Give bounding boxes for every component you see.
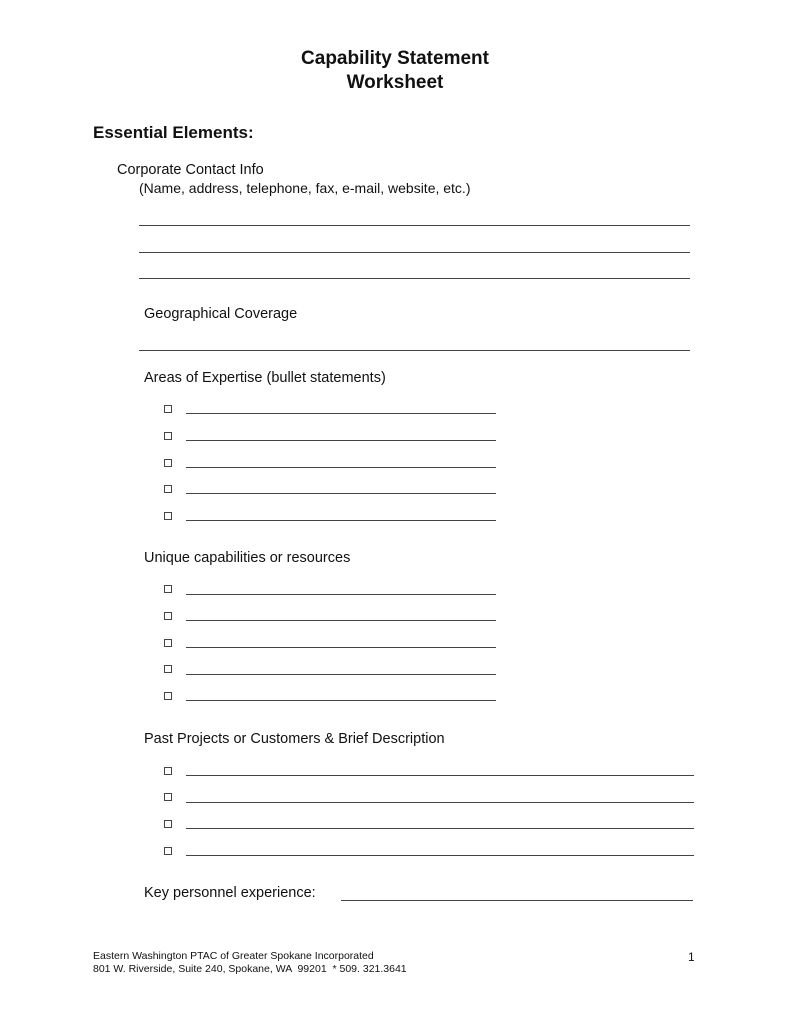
- checkbox-icon[interactable]: [164, 485, 172, 493]
- expertise-input-line[interactable]: [186, 440, 496, 441]
- page-title-line2: Worksheet: [346, 72, 444, 93]
- checkbox-icon[interactable]: [164, 612, 172, 620]
- unique-input-line[interactable]: [186, 620, 496, 621]
- past-projects-input-line[interactable]: [186, 855, 694, 856]
- checkbox-icon[interactable]: [164, 585, 172, 593]
- checkbox-icon[interactable]: [164, 847, 172, 855]
- unique-input-line[interactable]: [186, 674, 496, 675]
- geographical-label: Geographical Coverage: [144, 306, 298, 322]
- footer-organization: Eastern Washington PTAC of Greater Spokane Incorporated: [93, 950, 374, 962]
- unique-input-line[interactable]: [186, 647, 496, 648]
- key-personnel-input-line[interactable]: [341, 900, 693, 901]
- section-heading: Essential Elements:: [93, 123, 254, 142]
- page-number: 1: [688, 950, 695, 964]
- key-personnel-label: Key personnel experience:: [144, 885, 316, 901]
- page-title-line1: Capability Statement: [301, 48, 489, 69]
- checkbox-icon[interactable]: [164, 820, 172, 828]
- checkbox-icon[interactable]: [164, 665, 172, 673]
- checkbox-icon[interactable]: [164, 459, 172, 467]
- checkbox-icon[interactable]: [164, 767, 172, 775]
- past-projects-input-line[interactable]: [186, 802, 694, 803]
- expertise-input-line[interactable]: [186, 493, 496, 494]
- unique-label: Unique capabilities or resources: [144, 550, 351, 566]
- contact-label: Corporate Contact Info: [117, 162, 264, 178]
- checkbox-icon[interactable]: [164, 405, 172, 413]
- checkbox-icon[interactable]: [164, 793, 172, 801]
- contact-input-line-3[interactable]: [139, 278, 690, 279]
- footer-address: 801 W. Riverside, Suite 240, Spokane, WA 99201 * 509. 321.3641: [93, 963, 407, 975]
- past-projects-input-line[interactable]: [186, 775, 694, 776]
- contact-sublabel: (Name, address, telephone, fax, e-mail, website, etc.): [139, 180, 471, 196]
- past-projects-input-line[interactable]: [186, 828, 694, 829]
- checkbox-icon[interactable]: [164, 692, 172, 700]
- expertise-input-line[interactable]: [186, 467, 496, 468]
- expertise-input-line[interactable]: [186, 413, 496, 414]
- contact-input-line-2[interactable]: [139, 252, 690, 253]
- unique-input-line[interactable]: [186, 594, 496, 595]
- checkbox-icon[interactable]: [164, 432, 172, 440]
- expertise-input-line[interactable]: [186, 520, 496, 521]
- expertise-label: Areas of Expertise (bullet statements): [144, 370, 386, 386]
- checkbox-icon[interactable]: [164, 639, 172, 647]
- geographical-input-line[interactable]: [139, 350, 690, 351]
- unique-input-line[interactable]: [186, 700, 496, 701]
- contact-input-line-1[interactable]: [139, 225, 690, 226]
- checkbox-icon[interactable]: [164, 512, 172, 520]
- past-projects-label: Past Projects or Customers & Brief Description: [144, 731, 445, 747]
